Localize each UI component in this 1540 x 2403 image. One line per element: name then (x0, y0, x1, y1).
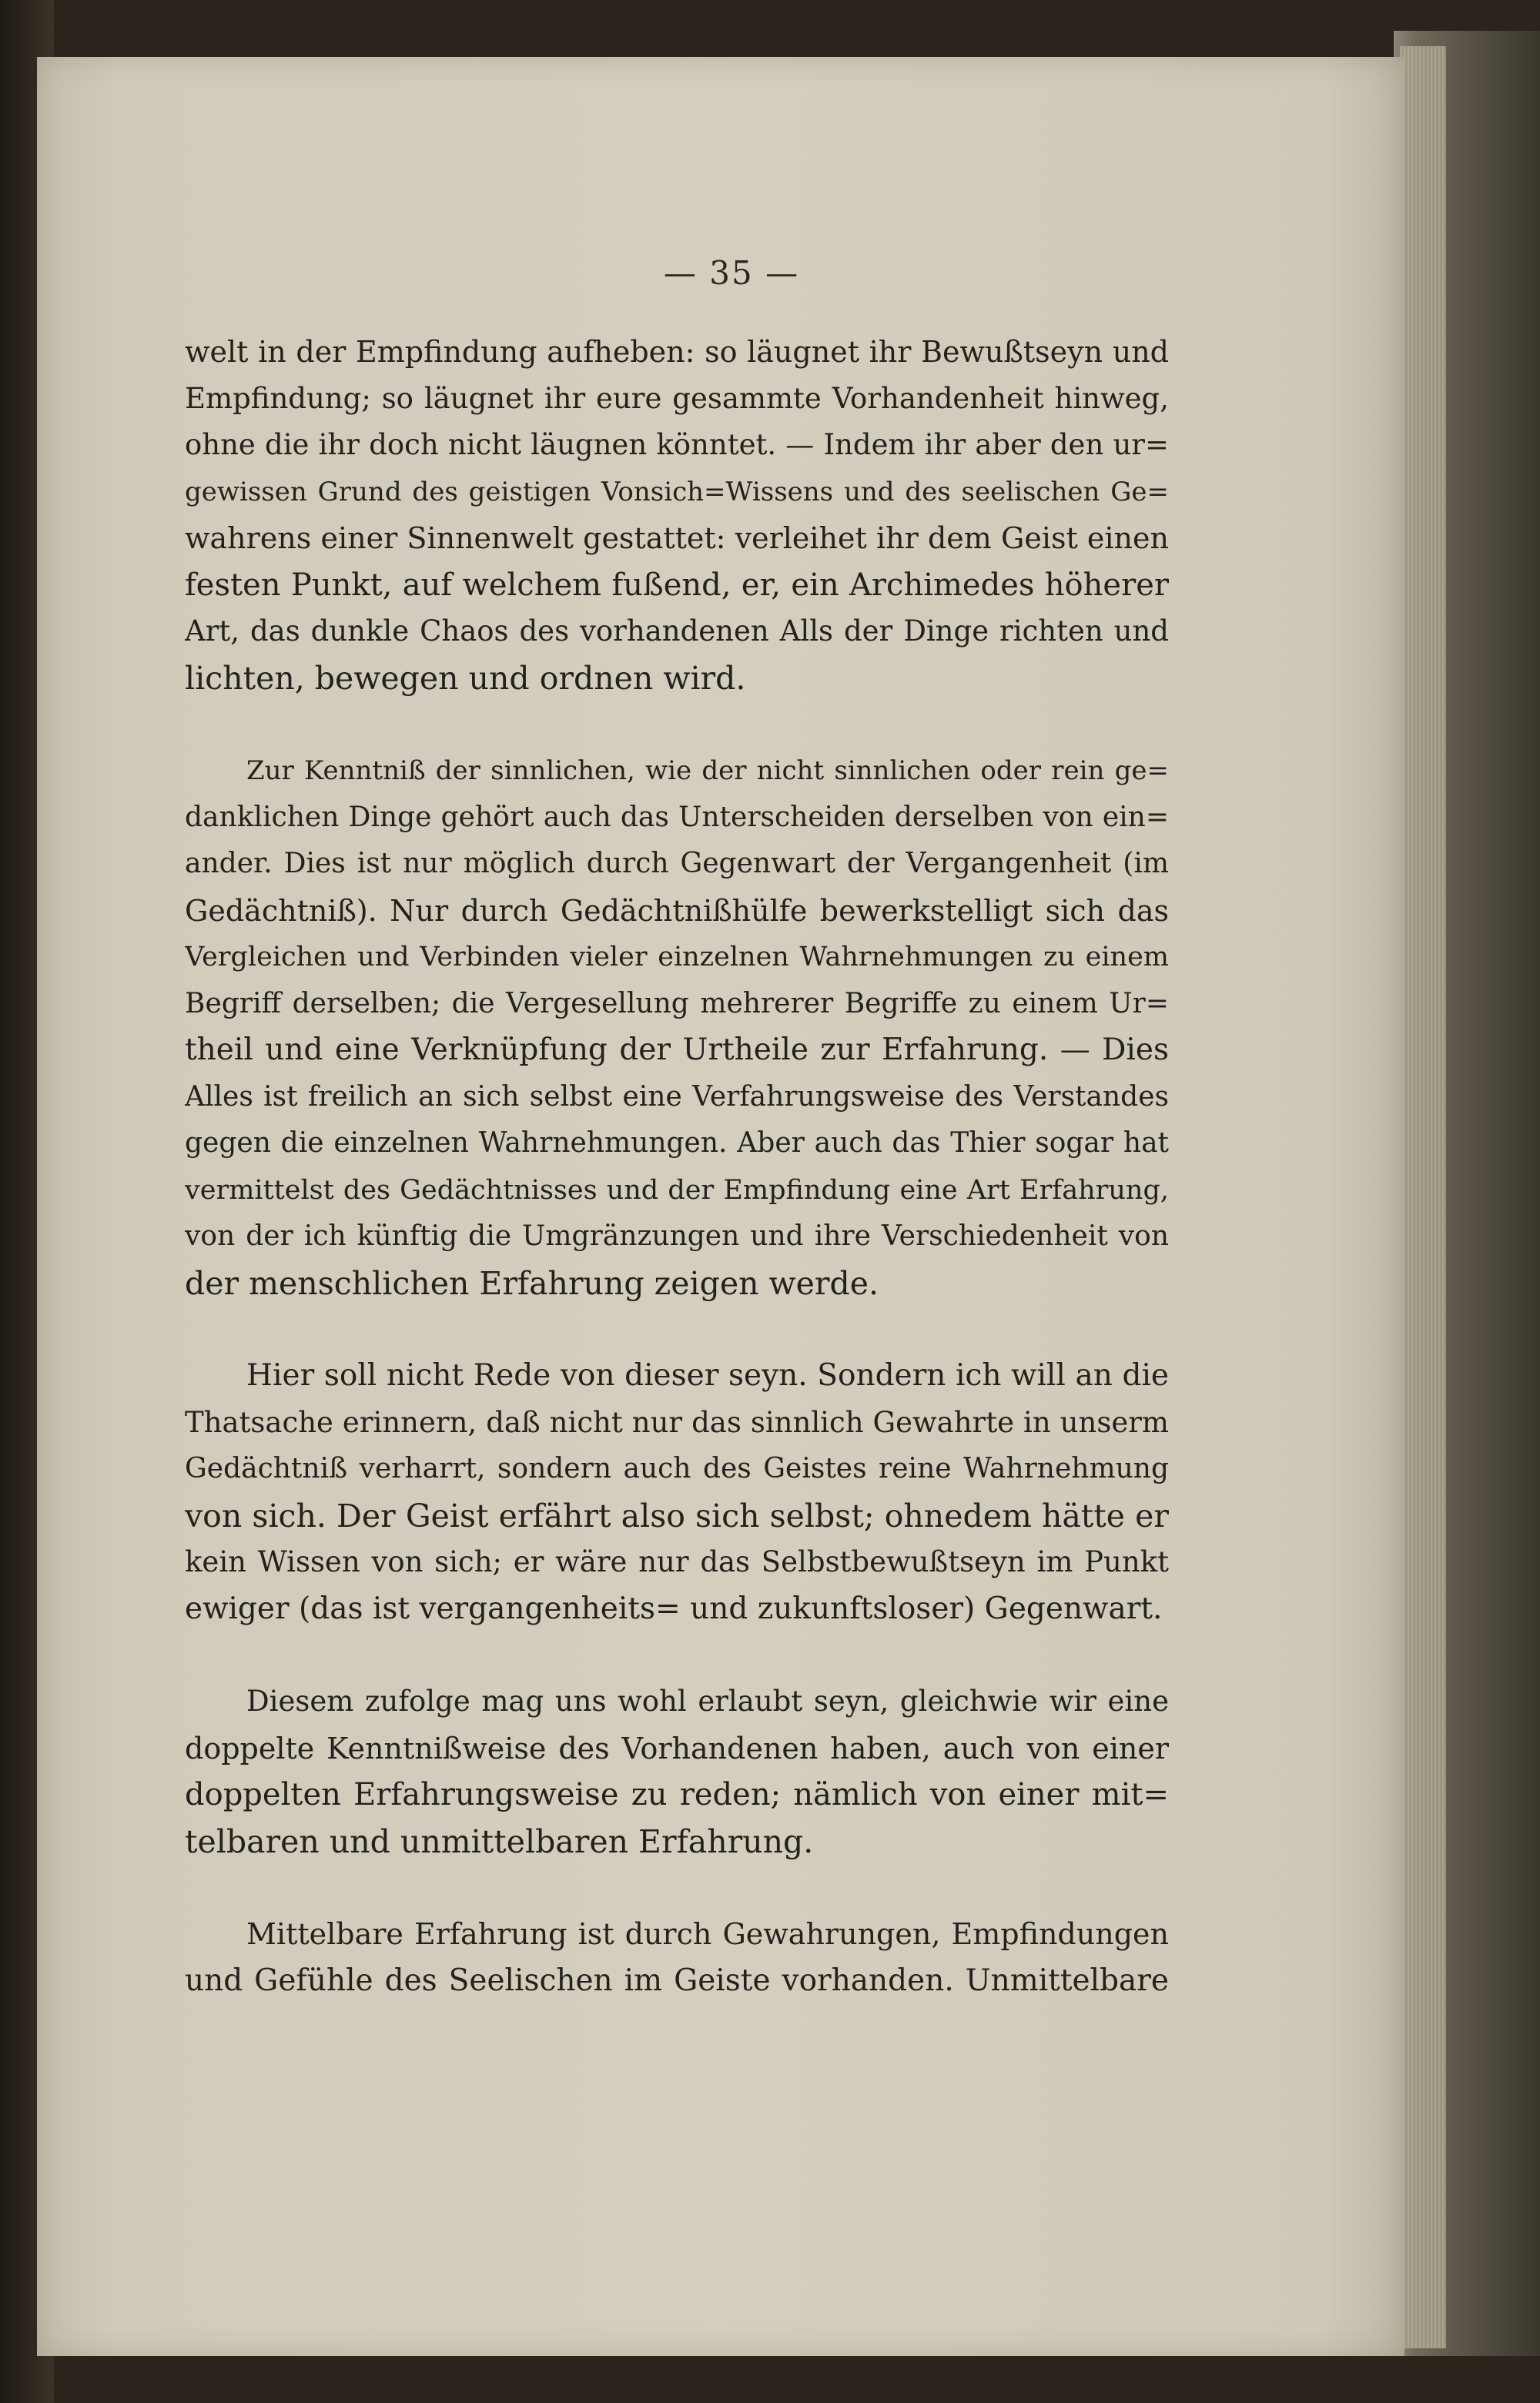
text-line: gewissen Grund des geistigen Vonsich=Wissens und des seelischen Ge= (185, 476, 1169, 507)
text-line: vermittelst des Gedächtnisses und der Empfindung eine Art Erfahrung, (185, 1174, 1169, 1206)
text-line: Begriff derselben; die Vergesellung mehrerer Begriffe zu einem Ur= (185, 987, 1169, 1019)
text-line: kein Wissen von sich; er wäre nur das Selbstbewußtseyn im Punkt (185, 1545, 1169, 1578)
text-line: ohne die ihr doch nicht läugnen könntet. — Indem ihr aber den ur= (185, 428, 1169, 461)
paragraph-5 (185, 1911, 1169, 2004)
text-line: Alles ist freilich an sich selbst eine Verfahrungsweise des Verstandes (185, 1080, 1169, 1113)
text-line: welt in der Empfindung aufheben: so läugnet ihr Bewußtseyn und (185, 335, 1169, 369)
page-text (185, 329, 1169, 2004)
text-line: Empfindung; so läugnet ihr eure gesammte Vorhandenheit hinweg, (185, 381, 1169, 415)
paragraph-3 (185, 1353, 1169, 1632)
text-line: und Gefühle des Seelischen im Geiste vorhanden. Unmittelbare (185, 1963, 1169, 1998)
text-line: Thatsache erinnern, daß nicht nur das sinnlich Gewahrte in unserm (185, 1405, 1169, 1439)
text-line: danklichen Dinge gehört auch das Unterscheiden derselben von ein= (185, 801, 1169, 833)
paragraph-4 (185, 1678, 1169, 1865)
text-line: telbaren und unmittelbaren Erfahrung. (185, 1822, 814, 1860)
text-line: lichten, bewegen und ordnen wird. (185, 659, 746, 697)
text-line: festen Punkt, auf welchem fußend, er, ein Archimedes höherer (185, 567, 1169, 603)
page-stack-edge (1400, 46, 1446, 2348)
text-line: der menschlichen Erfahrung zeigen werde. (185, 1264, 879, 1302)
text-line: Gedächtniß). Nur durch Gedächtnißhülfe bewerkstelligt sich das (185, 893, 1169, 928)
text-line: Art, das dunkle Chaos des vorhandenen Alls der Dinge richten und (185, 614, 1169, 648)
text-line: Mittelbare Erfahrung ist durch Gewahrungen, Empfindungen (246, 1917, 1169, 1951)
text-line: gegen die einzelnen Wahrnehmungen. Aber auch das Thier sogar hat (185, 1127, 1169, 1159)
paragraph-2 (185, 748, 1169, 1307)
text-line: Diesem zufolge mag uns wohl erlaubt seyn, gleichwie wir eine (246, 1685, 1169, 1718)
text-line: theil und eine Verknüpfung der Urtheile zur Erfahrung. — Dies (185, 1032, 1169, 1067)
text-line: Vergleichen und Verbinden vieler einzelnen Wahrnehmungen zu einem (185, 942, 1169, 972)
text-line: doppelten Erfahrungsweise zu reden; nämlich von einer mit= (185, 1777, 1169, 1812)
text-line: Zur Kenntniß der sinnlichen, wie der nicht sinnlichen oder rein ge= (246, 755, 1169, 786)
text-line: ander. Dies ist nur möglich durch Gegenwart der Vergangenheit (im (185, 848, 1169, 879)
text-line: von sich. Der Geist erfährt also sich selbst; ohnedem hätte er (185, 1497, 1169, 1535)
text-line: Hier soll nicht Rede von dieser seyn. Sondern ich will an die (246, 1358, 1169, 1393)
text-line: wahrens einer Sinnenwelt gestattet: verleihet ihr dem Geist einen (185, 521, 1169, 555)
page-number: — 35 — (663, 254, 800, 292)
paragraph-1 (185, 329, 1169, 701)
text-line: von der ich künftig die Umgränzungen und ihre Verschiedenheit von (185, 1220, 1169, 1252)
text-line: doppelte Kenntnißweise des Vorhandenen haben, auch von einer (185, 1731, 1169, 1765)
text-line: Gedächtniß verharrt, sondern auch des Geistes reine Wahrnehmung (185, 1453, 1169, 1484)
text-line: ewiger (das ist vergangenheits= und zukunftsloser) Gegenwart. (185, 1591, 1163, 1626)
